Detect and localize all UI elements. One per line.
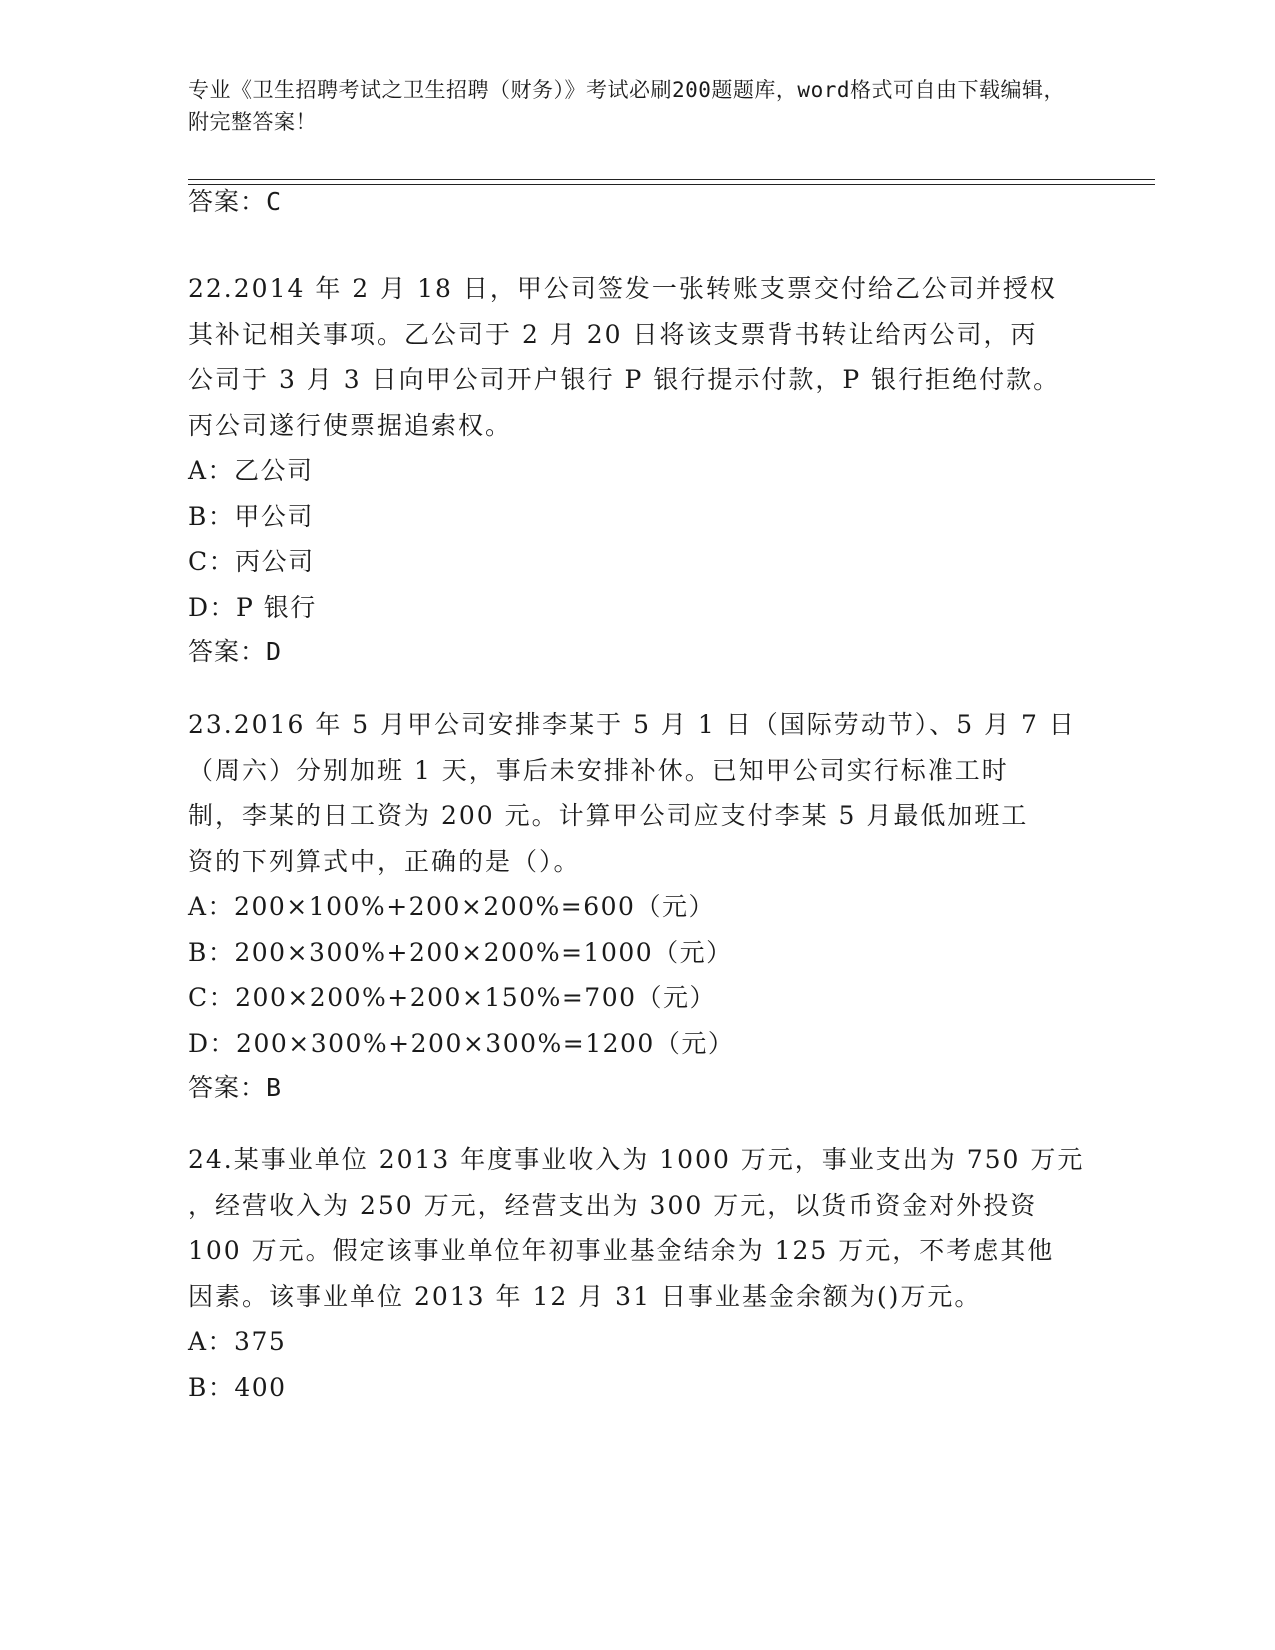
option-d: D：P 银行 <box>188 592 317 622</box>
question-stem-line: 因素。该事业单位 2013 年 12 月 31 日事业基金余额为()万元。 <box>188 1281 982 1311</box>
question-stem-line: 23.2016 年 5 月甲公司安排李某于 5 月 1 日（国际劳动节）、5 月 7 日 <box>188 710 1076 739</box>
question-stem-line: （周六）分别加班 1 天，事后未安排补休。已知甲公司实行标准工时 <box>188 755 1009 785</box>
question-stem-line: 22.2014 年 2 月 18 日，甲公司签发一张转账支票交付给乙公司并授权 <box>188 274 1057 303</box>
answer-label: 答案：B <box>188 1073 283 1102</box>
document-header: 专业《卫生招聘考试之卫生招聘（财务）》考试必刷200题题库，word格式可自由下载编辑，附完整答案！ <box>188 78 1065 134</box>
previous-answer <box>188 180 1088 224</box>
question-stem-line: 其补记相关事项。乙公司于 2 月 20 日将该支票背书转让给丙公司，丙 <box>188 319 1038 349</box>
option-b: B：甲公司 <box>188 501 314 531</box>
question-24 <box>188 1137 1088 1410</box>
option-b: B：400 <box>188 1372 287 1402</box>
question-stem-line: 100 万元。假定该事业单位年初事业基金结余为 125 万元，不考虑其他 <box>188 1236 1055 1265</box>
question-stem-line: 资的下列算式中，正确的是（）。 <box>188 846 581 876</box>
option-c: C：丙公司 <box>188 547 315 576</box>
question-stem-line: 制，李某的日工资为 200 元。计算甲公司应支付李某 5 月最低加班工 <box>188 801 1029 830</box>
question-22 <box>188 266 1088 674</box>
question-stem-line: 丙公司遂行使票据追索权。 <box>188 410 513 440</box>
option-c: C：200×200%+200×150%=700（元） <box>188 983 717 1012</box>
question-stem-line: ，经营收入为 250 万元，经营支出为 300 万元，以货币资金对外投资 <box>188 1190 1038 1220</box>
question-23 <box>188 702 1088 1110</box>
option-a: A：375 <box>188 1327 287 1356</box>
option-b: B：200×300%+200×200%=1000（元） <box>188 937 733 967</box>
question-stem-line: 公司于 3 月 3 日向甲公司开户银行 P 银行提示付款，P 银行拒绝付款。 <box>188 365 1061 394</box>
answer-label: 答案：C <box>188 187 283 216</box>
option-a: A：乙公司 <box>188 456 314 485</box>
option-d: D：200×300%+200×300%=1200（元） <box>188 1028 735 1058</box>
answer-label: 答案：D <box>188 637 283 666</box>
question-stem-line: 24.某事业单位 2013 年度事业收入为 1000 万元，事业支出为 750 万元 <box>188 1145 1085 1174</box>
option-a: A：200×100%+200×200%=600（元） <box>188 892 715 921</box>
